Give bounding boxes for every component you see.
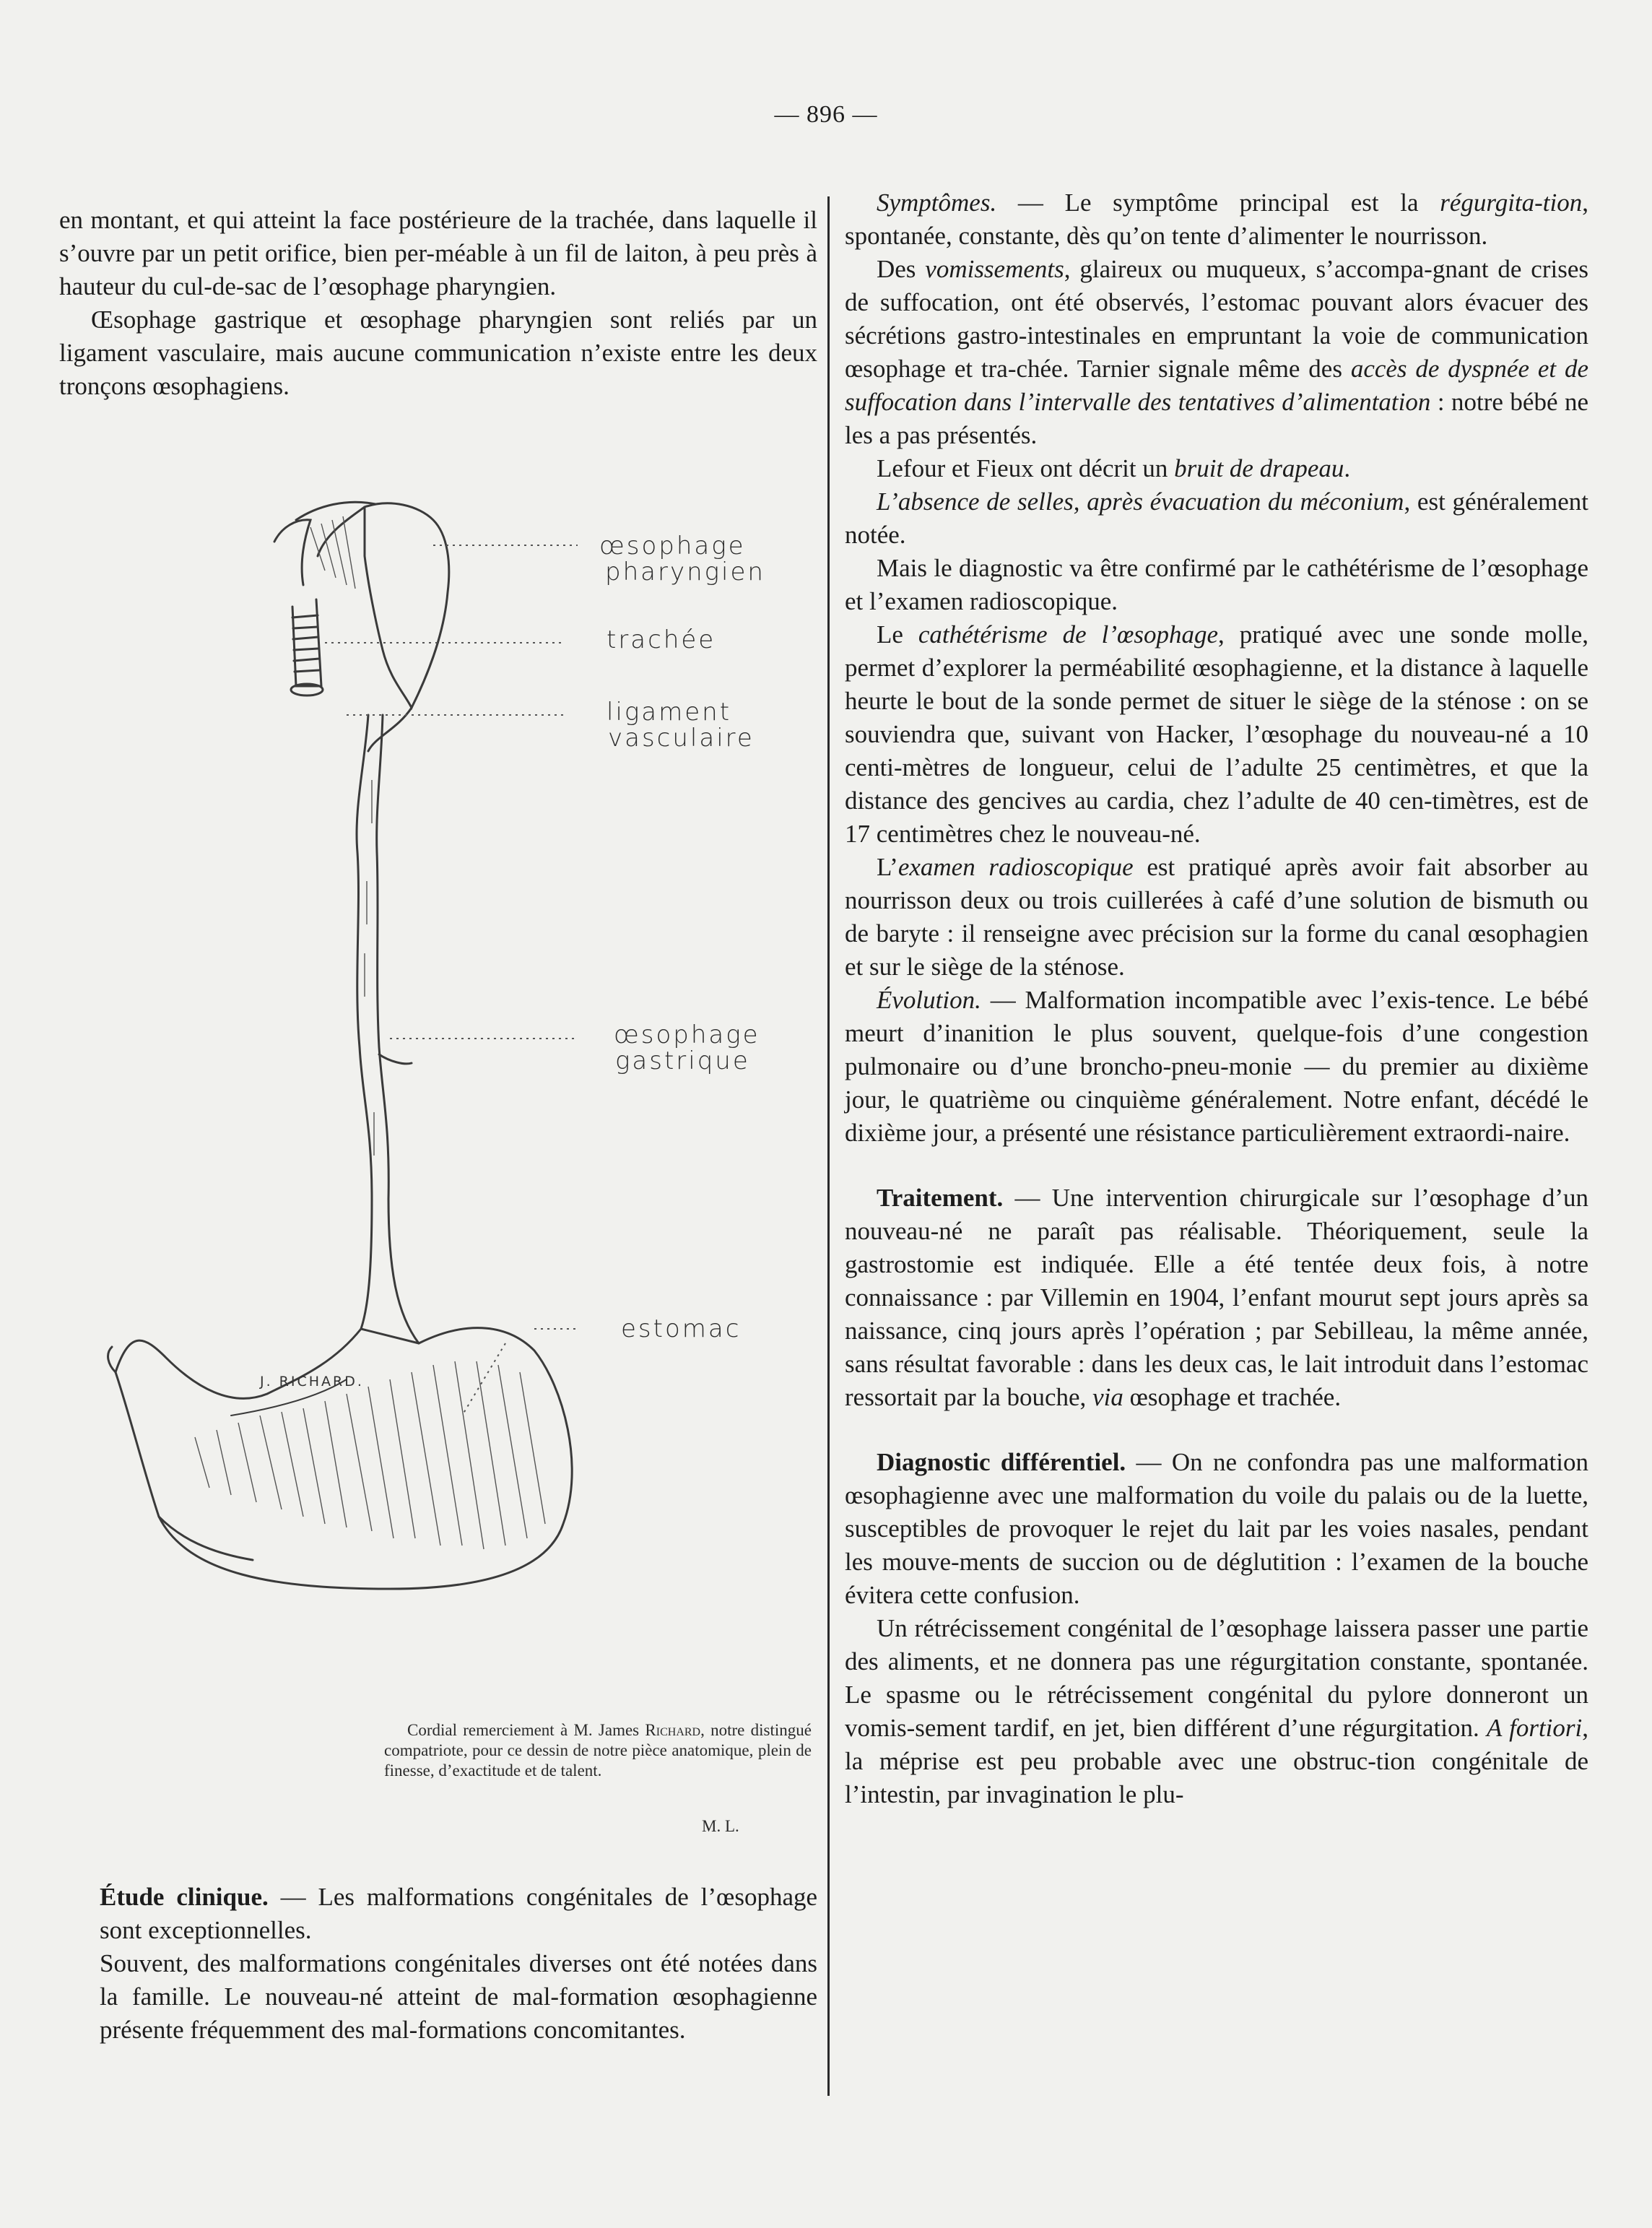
section-heading-traitement: Traitement. <box>877 1184 1004 1212</box>
right-column: Symptômes. — Le symptôme principal est la régurgita-tion, spontanée, constante, dès qu’on tente d’alimenter le nourrisson. Des vomissements, glaireux ou muqueux, s’accompa-gnant de crises de suffocation, ont été observés, l’estomac pouvant alors évacuer des sécrétions gastro-intestinales en empruntant la voie de communication œsophage et tra-chée. Tarnier signale même des accès de dyspnée et de suffocation dans l’intervalle des tentatives d’alimentation : notre bébé ne les a pas présentés. Lefour et Fieux ont décrit un bruit de drapeau. L’absence de selles, après évacuation du méconium, est généralement notée. Mais le diagnostic va être confirmé par le cathétérisme de l’œsophage et l’examen radioscopique. Le cathétérisme de l’œsophage, pratiqué avec une sonde molle, permet d’explorer la perméabilité œsophagienne, et la distance à laquelle heurte le bout de la sonde permet de situer le siège de la sténose : on se souviendra que, suivant von Hacker, l’œsophage du nouveau-né a 10 centi-mètres de longueur, celui de l’adulte 25 centimètres, et que la distance des gencives au cardia, chez l’adulte de 40 cen-timètres, est de 17 centimètres chez le nouveau-né. L’examen radioscopique est pratiqué après avoir fait absorber au nourrisson deux ou trois cuillerées à café d’une solution de bismuth ou de baryte : il renseigne avec précision sur la forme du canal œsophagien et sur le siège de la sténose. Évolution. — Malformation incompatible avec l’exis-tence. Le bébé meurt d’inanition le plus souvent, quelque-fois d’une congestion pulmonaire ou d’une broncho-pneu-monie — du premier au dixième jour, le quatrième ou cinquième généralement. Notre enfant, décédé le dixième jour, a présenté une résistance particulièrement extraordi-naire. Traitement. — Une intervention chirurgicale sur l’œsophage d’un nouveau-né ne paraît pas réalisable. Théoriquement, seule la gastrostomie est indiquée. Elle a été tentée deux fois, à notre connaissance : par Villemin en 1904, l’enfant mourut sept jours après sa naissance, cinq jours après l’opération ; par Sebilleau, la même année, sans résultat favorable : dans les deux cas, le lait introduit dans l’estomac ressortait par la bouche, via œsophage et trachée. Diagnostic différentiel. — On ne confondra pas une malformation œsophagienne avec une malformation du voile du palais ou de la luette, susceptibles de provoquer le rejet du lait par les voies nasales, pendant les mouve-ments de succion ou de déglutition : l’examen de la bouche évitera cette confusion. Un rétrécissement congénital de l’œsophage laissera passer une partie des aliments, et ne donnera pas une régurgitation constante, spontanée. Le spasme ou le rétrécissement congénital du pylore donneront un vomis-sement tardif, en jet, bien différent d’une régurgitation. A fortiori, la méprise est peu probable avec une obstruc-tion congénitale de l’intestin, par invagination le plu- <box>845 188 1589 1808</box>
label-trachee: trachée <box>607 625 716 654</box>
label-estomac: estomac <box>621 1314 742 1343</box>
label-ligament-vasculaire: vasculaire <box>608 724 755 753</box>
caption-initials: M. L. <box>702 1817 739 1835</box>
trachea <box>292 599 321 686</box>
caption-artist-name: Richard <box>645 1721 701 1739</box>
section-heading-diagnostic-differentiel: Diagnostic différentiel. <box>877 1448 1126 1476</box>
label-ligament-vasculaire: ligament <box>607 698 732 727</box>
paragraph: Souvent, des malformations congénitales diverses ont été notées dans la famille. Le nouveau-né atteint de mal-formation œsophagienne présente fréquemment des mal-formations concomitantes. <box>100 1949 817 2044</box>
pharyngeal-pouch <box>365 503 449 708</box>
label-oesophage-pharyngien: œsophage <box>599 532 746 560</box>
paragraph: en montant, et qui atteint la face postérieure de la trachée, dans laquelle il s’ouvre par un petit orifice, bien per-méable à un fil de laiton, à peu près à hauteur du cul-de-sac de l’œsophage pharyngien. <box>59 206 817 300</box>
label-oesophage-gastrique: gastrique <box>615 1046 750 1075</box>
figure-caption: Cordial remerciement à M. James Richard, notre distingué compatriote, pour ce dessin de notre pièce anatomique, plein de finesse, d’exactitude et de talent. <box>384 1721 812 1780</box>
paragraph: Mais le diagnostic va être confirmé par le cathétérisme de l’œsophage et l’examen radioscopique. <box>845 554 1588 615</box>
left-column-top <box>59 204 817 403</box>
gastric-oesophagus <box>357 715 372 1329</box>
paragraph: Œsophage gastrique et œsophage pharyngien sont reliés par un ligament vasculaire, mais aucune communication n’existe entre les deux tronçons œsophagiens. <box>59 305 817 400</box>
section-label-evolution: Évolution. <box>877 986 981 1014</box>
label-oesophage-gastrique: œsophage <box>614 1020 760 1049</box>
section-label-symptomes: Symptômes. <box>877 188 997 217</box>
label-oesophage-pharyngien: pharyngien <box>605 558 765 586</box>
page-number: — 896 — <box>774 101 878 128</box>
column-divider <box>827 196 830 2096</box>
artist-signature: J. RICHARD. <box>260 1374 364 1390</box>
left-column-bottom: Étude clinique. — Les malformations congénitales de l’œsophage sont exceptionnelles. Souvent, des malformations congénitales diverses ont été notées dans la famille. Le nouveau-né atteint de mal-formation œsophagienne présente fréquemment des mal-formations concomitantes. <box>100 1881 817 2047</box>
section-heading-etude-clinique: Étude clinique. <box>100 1883 269 1911</box>
anatomical-figure <box>87 477 809 1647</box>
stomach <box>116 1328 572 1589</box>
